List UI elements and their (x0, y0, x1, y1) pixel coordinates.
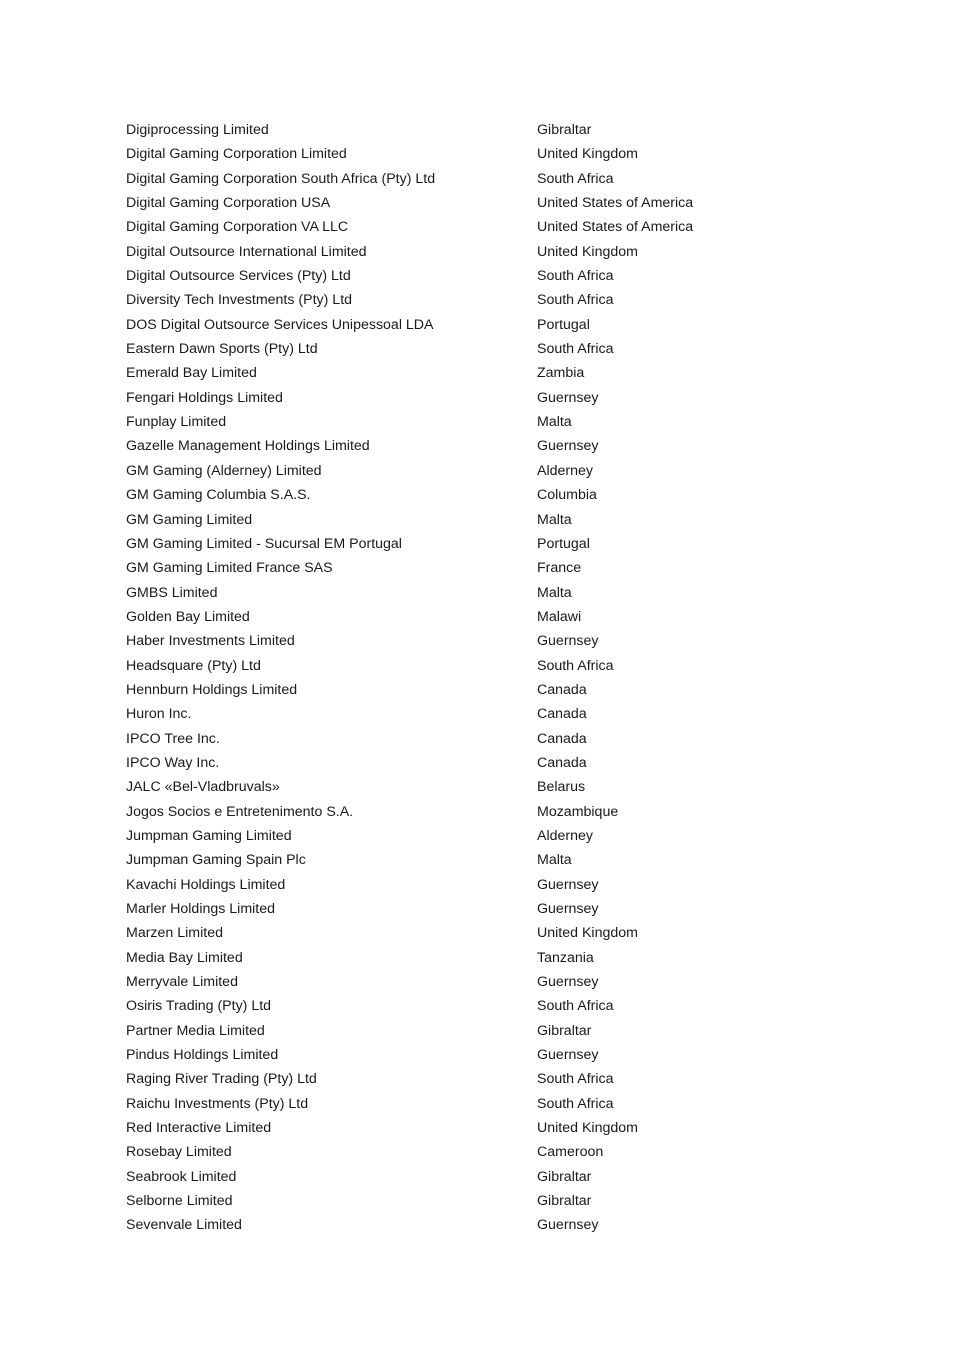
table-row (126, 215, 826, 239)
company-name: Jumpman Gaming Spain Plc (126, 852, 306, 869)
company-country: United Kingdom (537, 243, 638, 260)
table-row (126, 459, 826, 483)
table-row (126, 897, 826, 921)
company-name: Digital Outsource International Limited (126, 243, 367, 260)
company-country: Canada (537, 681, 587, 698)
company-country: Alderney (537, 462, 593, 479)
table-row (126, 921, 826, 945)
company-country: Tanzania (537, 949, 594, 966)
company-name: GMBS Limited (126, 584, 218, 601)
company-country: Canada (537, 754, 587, 771)
company-country: France (537, 560, 582, 577)
company-country: Guernsey (537, 633, 599, 650)
table-row (126, 1213, 826, 1237)
table-row (126, 167, 826, 191)
table-row (126, 191, 826, 215)
company-country: Malta (537, 414, 572, 431)
company-name: Sevenvale Limited (126, 1217, 242, 1234)
company-country: Gibraltar (537, 1193, 592, 1210)
company-country: United Kingdom (537, 146, 638, 163)
table-row (126, 410, 826, 434)
company-name: Digiprocessing Limited (126, 122, 269, 138)
table-row (126, 702, 826, 726)
company-name: Raging River Trading (Pty) Ltd (126, 1071, 317, 1088)
company-country: Gibraltar (537, 122, 592, 138)
company-name: Marzen Limited (126, 925, 223, 942)
company-country: Belarus (537, 779, 586, 796)
table-row (126, 532, 826, 556)
company-name: Kavachi Holdings Limited (126, 876, 286, 893)
table-row (126, 142, 826, 166)
company-name: Diversity Tech Investments (Pty) Ltd (126, 292, 353, 309)
company-country: Cameroon (537, 1144, 604, 1161)
company-name: IPCO Way Inc. (126, 754, 220, 771)
table-row (126, 337, 826, 361)
table-row (126, 775, 826, 799)
company-name: Partner Media Limited (126, 1022, 265, 1039)
company-country: Guernsey (537, 389, 599, 406)
company-country: Canada (537, 706, 587, 723)
company-name: DOS Digital Outsource Services Unipessoal LDA (126, 316, 434, 333)
company-name: Jogos Socios e Entretenimento S.A. (126, 803, 354, 820)
table-row (126, 434, 826, 458)
company-name: Headsquare (Pty) Ltd (126, 657, 261, 674)
subsidiaries-table (126, 118, 826, 1238)
table-row (126, 1019, 826, 1043)
company-name: Huron Inc. (126, 706, 192, 723)
company-country: Malta (537, 852, 572, 869)
table-row (126, 386, 826, 410)
table-row (126, 1116, 826, 1140)
company-name: Merryvale Limited (126, 974, 238, 991)
company-name: Gazelle Management Holdings Limited (126, 438, 370, 455)
company-country: Guernsey (537, 974, 599, 991)
table-row (126, 946, 826, 970)
company-name: GM Gaming Limited France SAS (126, 560, 333, 577)
company-country: Mozambique (537, 803, 619, 820)
company-name: Haber Investments Limited (126, 633, 295, 650)
table-row (126, 1092, 826, 1116)
table-row (126, 581, 826, 605)
company-country: Gibraltar (537, 1022, 592, 1039)
table-row (126, 629, 826, 653)
table-row (126, 727, 826, 751)
table-row (126, 313, 826, 337)
table-row (126, 751, 826, 775)
table-row (126, 654, 826, 678)
company-country: Zambia (537, 365, 585, 382)
company-name: Digital Gaming Corporation Limited (126, 146, 347, 163)
company-name: Pindus Holdings Limited (126, 1047, 279, 1064)
company-country: Malawi (537, 608, 582, 625)
table-row (126, 288, 826, 312)
company-country: South Africa (537, 268, 614, 285)
table-row (126, 848, 826, 872)
company-country: Portugal (537, 316, 590, 333)
company-country: South Africa (537, 998, 614, 1015)
company-country: Guernsey (537, 1217, 599, 1234)
company-name: Media Bay Limited (126, 949, 243, 966)
table-row (126, 508, 826, 532)
company-name: GM Gaming Columbia S.A.S. (126, 487, 311, 504)
company-country: Columbia (537, 487, 597, 504)
company-name: Seabrook Limited (126, 1168, 237, 1185)
company-country: Malta (537, 511, 572, 528)
company-name: JALC «Bel-Vladbruvals» (126, 779, 280, 796)
company-country: Portugal (537, 535, 590, 552)
company-name: Red Interactive Limited (126, 1120, 272, 1137)
company-country: South Africa (537, 657, 614, 674)
company-country: South Africa (537, 1095, 614, 1112)
company-country: Gibraltar (537, 1168, 592, 1185)
table-row (126, 1043, 826, 1067)
company-country: Guernsey (537, 1047, 599, 1064)
table-row (126, 240, 826, 264)
company-country: Malta (537, 584, 572, 601)
table-row (126, 605, 826, 629)
company-country: Guernsey (537, 876, 599, 893)
company-name: Fengari Holdings Limited (126, 389, 283, 406)
company-name: GM Gaming Limited (126, 511, 253, 528)
table-row (126, 361, 826, 385)
company-name: Digital Gaming Corporation USA (126, 195, 331, 212)
company-country: Guernsey (537, 438, 599, 455)
company-name: Jumpman Gaming Limited (126, 827, 292, 844)
company-name: Rosebay Limited (126, 1144, 232, 1161)
table-row (126, 678, 826, 702)
company-country: South Africa (537, 341, 614, 358)
table-row (126, 118, 826, 142)
table-row (126, 1165, 826, 1189)
company-name: Marler Holdings Limited (126, 901, 276, 917)
company-country: United Kingdom (537, 1120, 638, 1137)
table-row (126, 1067, 826, 1091)
company-name: Raichu Investments (Pty) Ltd (126, 1095, 309, 1112)
company-country: United States of America (537, 195, 694, 212)
table-row (126, 970, 826, 994)
table-row (126, 264, 826, 288)
company-name: Digital Gaming Corporation South Africa (Pty) Ltd (126, 170, 436, 187)
table-row (126, 873, 826, 897)
table-row (126, 483, 826, 507)
company-country: Canada (537, 730, 587, 747)
table-row (126, 994, 826, 1018)
company-country: South Africa (537, 292, 614, 309)
table-row (126, 800, 826, 824)
company-country: South Africa (537, 170, 614, 187)
company-country: Guernsey (537, 901, 599, 917)
company-name: Osiris Trading (Pty) Ltd (126, 998, 272, 1015)
company-country: United Kingdom (537, 925, 638, 942)
company-name: Digital Gaming Corporation VA LLC (126, 219, 349, 236)
company-name: Funplay Limited (126, 414, 227, 431)
table-row (126, 1140, 826, 1164)
company-name: Selborne Limited (126, 1193, 233, 1210)
table-row (126, 824, 826, 848)
company-country: Alderney (537, 827, 593, 844)
table-row (126, 1189, 826, 1213)
company-country: United States of America (537, 219, 694, 236)
table-row (126, 556, 826, 580)
company-country: South Africa (537, 1071, 614, 1088)
company-name: Emerald Bay Limited (126, 365, 257, 382)
company-name: Hennburn Holdings Limited (126, 681, 298, 698)
company-name: Digital Outsource Services (Pty) Ltd (126, 268, 351, 285)
company-name: GM Gaming (Alderney) Limited (126, 462, 322, 479)
company-name: Eastern Dawn Sports (Pty) Ltd (126, 341, 318, 358)
company-name: IPCO Tree Inc. (126, 730, 220, 747)
company-name: Golden Bay Limited (126, 608, 250, 625)
company-name: GM Gaming Limited - Sucursal EM Portugal (126, 535, 402, 552)
